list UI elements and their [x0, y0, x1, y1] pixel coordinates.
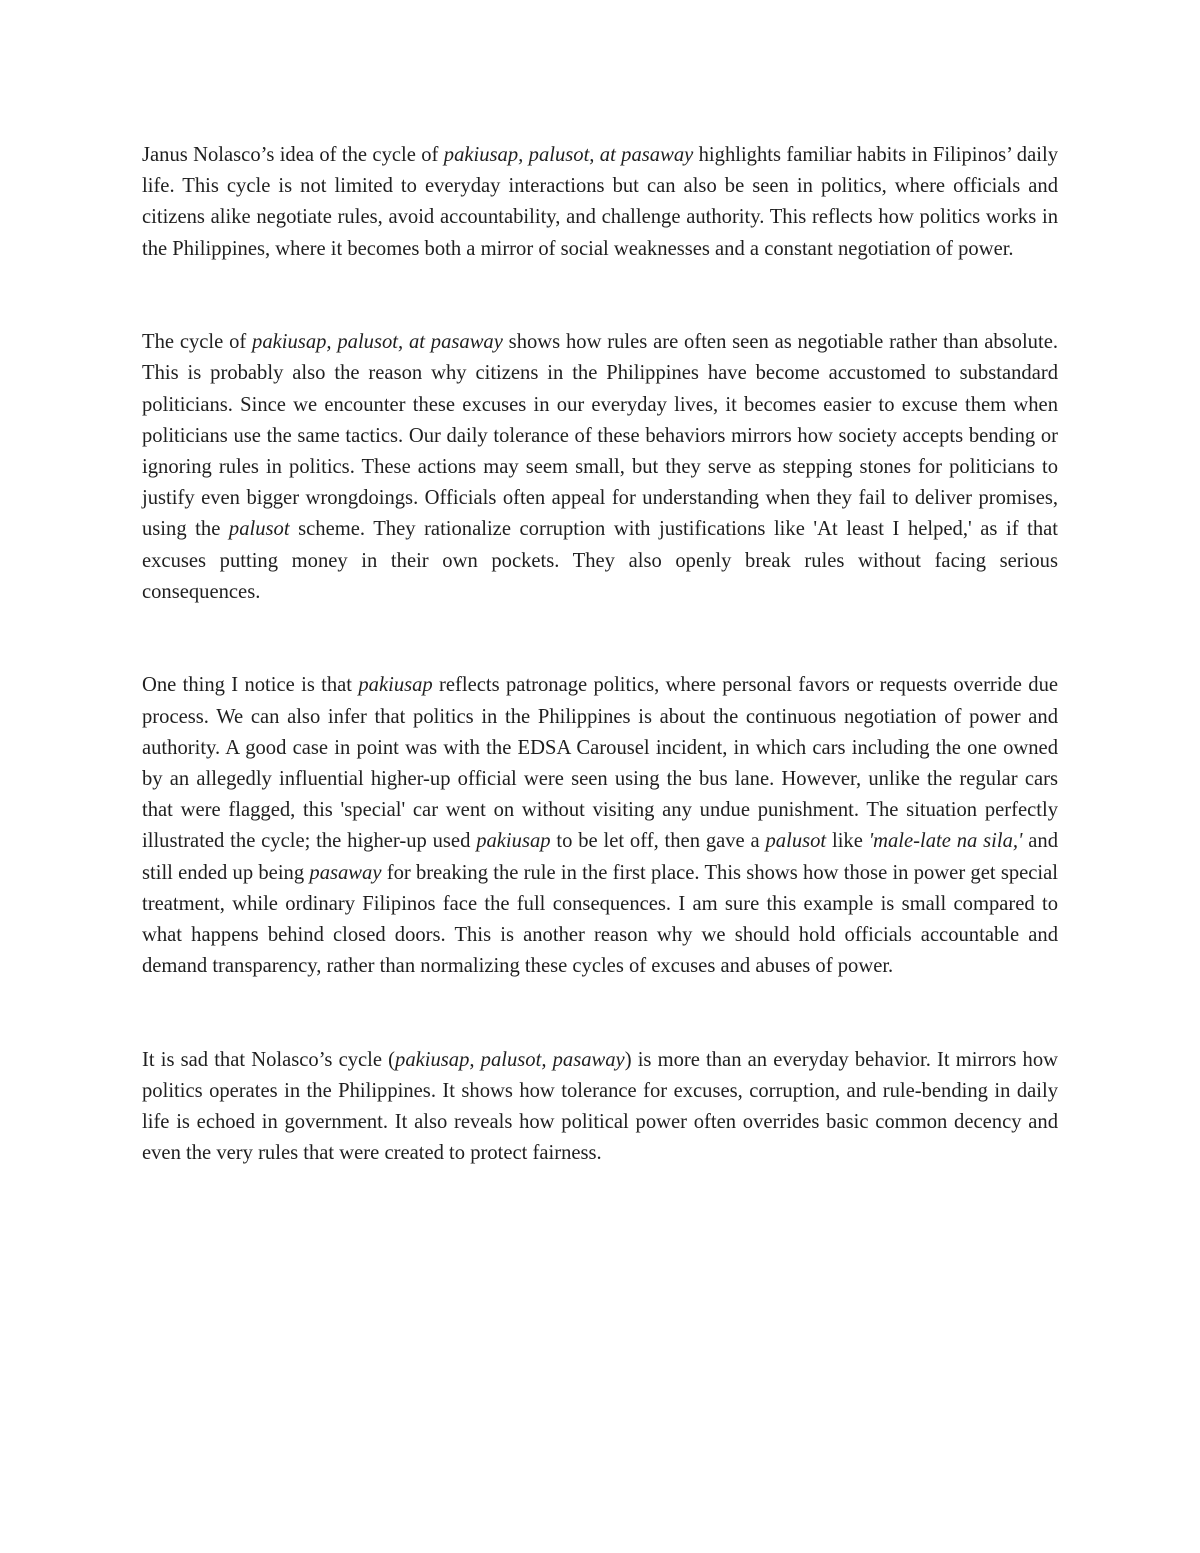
- paragraph-4: [142, 1045, 1058, 1170]
- text-segment: to be let off, then gave a: [550, 830, 766, 853]
- italic-segment: pakiusap, palusot, at pasaway: [443, 144, 694, 166]
- italic-segment: palusot: [765, 830, 827, 853]
- text-segment: highlights familiar habits in Filipinos’ daily life. This cycle is not limited to everyday interactions but can also be seen in politics, where officials and citizens alike negotiate rules, avoid accountability, and challenge authority. This reflects how politics works in the Philippines, where it becomes both a mirror of social weaknesses and a constant negotiation of power.: [142, 144, 1058, 260]
- italic-segment: 'male-late na sila,': [868, 830, 1023, 853]
- text-segment: One thing I notice is that: [142, 674, 359, 697]
- text-segment: Janus Nolasco’s idea of the cycle of: [142, 144, 444, 166]
- text-segment: shows how rules are often seen as negotiable rather than absolute. This is probably also the reason why citizens in the Philippines have become accustomed to substandard politicians. Since we encounter these excuses in our everyday lives, it becomes easier to excuse them when politicians use the same tactics. Our daily tolerance of these behaviors mirrors how society accepts bending or ignoring rules in politics. These actions may seem small, but they serve as stepping stones for politicians to justify even bigger wrongdoings. Officials often appeal for understanding when they fail to deliver promises, using the: [142, 331, 1058, 541]
- text-segment: ) is more than an everyday behavior. It mirrors how politics operates in the Philippines. It shows how tolerance for excuses, corruption, and rule-bending in daily life is echoed in government. It also reveals how political power often overrides basic common decency and even the very rules that were created to protect fairness.: [142, 1048, 1058, 1165]
- text-segment: reflects patronage politics, where personal favors or requests override due process. We can also infer that politics in the Philippines is about the continuous negotiation of power and authority. A good case in point was with the EDSA Carousel incident, in which cars including the one owned by an allegedly influential higher-up official were seen using the bus lane. However, unlike the regular cars that were flagged, this 'special' car went on without visiting any undue punishment. The situation perfectly illustrated the cycle; the higher-up used: [142, 674, 1059, 853]
- italic-segment: pakiusap, palusot, pasaway: [395, 1048, 625, 1071]
- text-segment: The cycle of: [142, 331, 253, 354]
- italic-segment: pakiusap: [358, 674, 433, 697]
- text-segment: scheme. They rationalize corruption with justifications like 'At least I helped,' as if that excuses putting money in their own pockets. They also openly break rules without facing serious consequences.: [142, 518, 1058, 603]
- italic-segment: pakiusap, palusot, at pasaway: [252, 331, 503, 354]
- paragraph-2: [142, 327, 1058, 608]
- italic-segment: palusot: [228, 518, 290, 541]
- text-segment: and still ended up being: [142, 830, 1058, 884]
- document-body: [142, 140, 1058, 1170]
- text-segment: It is sad that Nolasco’s cycle (: [142, 1048, 396, 1071]
- paragraph-3: [142, 670, 1058, 982]
- text-segment: like: [826, 830, 869, 853]
- italic-segment: pakiusap: [476, 830, 551, 853]
- italic-segment: pasaway: [309, 861, 382, 884]
- text-segment: for breaking the rule in the first place. This shows how those in power get special treatment, while ordinary Filipinos face the full consequences. I am sure this example is small compared to what happens behind closed doors. This is another reason why we should hold officials accountable and demand transparency, rather than normalizing these cycles of excuses and abuses of power.: [142, 861, 1058, 978]
- paragraph-1: [142, 140, 1058, 265]
